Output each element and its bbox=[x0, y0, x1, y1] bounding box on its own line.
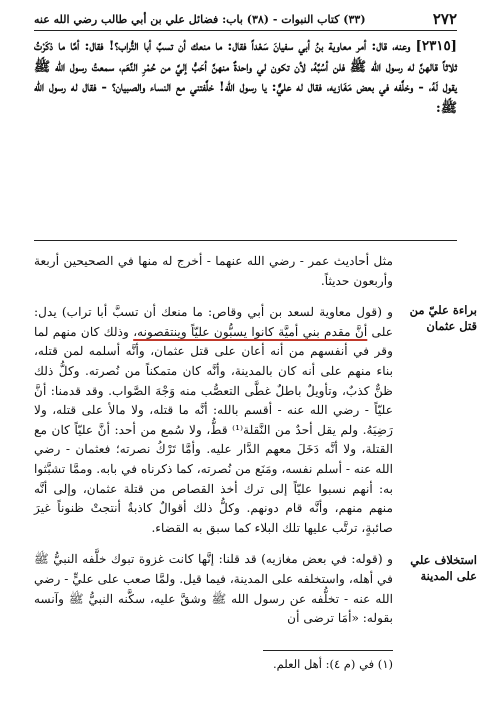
hadith-text bbox=[34, 36, 457, 118]
footnote: (١) في (م ٤): أهل العلم. bbox=[272, 657, 393, 671]
running-title: (٣٣) كتاب النبوات - (٣٨) باب: فضائل علي بن أبي طالب رضي الله عنه bbox=[34, 12, 366, 26]
header-rule bbox=[34, 30, 457, 31]
underlined-text: أنَّ مقدم بني أميَّة كانوا يسبُّون عليّاً وينتقصونه، bbox=[133, 324, 368, 339]
commentary-text: وذلك كان منهم لما وقر في أنفسهم من أنه أعان على قتل عثمان، وأنَّه أسلمه لمن قتله، بناء منهم على أنه كان بالمدينة، وأنَّه كان متمكناً من نُصرته. وكلُّ ذلك ظنٌّ كذبٌ، وتأويلٌ باطلٌ غطَّى التعصُّب منه وَجْهَ الصَّواب. وقد قدمنا: أنَّ عليّاً - رضي الله عنه - أقسم بالله: أنَّه ما قتله، ولا مالأ على قتله، ولا رَضِيَهُ. ولم يقل أحدٌ من النَّقلة⁽¹⁾ قطُّ، ولا سُمع من أحد: أنَّ عليّاً كان مع القتلة، ولا أنَّه دَخَلَ معهم الدَّار عليه. وأمَّا تَرْكُ نصرته؛ فعثمان - رضي الله عنه - أسلم نفسه، ومَنَع من نُصرته، كما ذكرناه في بابه. وممَّا تشبَّثوا به: أنهم نسبوا عليّاً إلى ترك أخذ القصاص من قتلة عثمان، وإلى أنَّه منهم منهم، وأنَّه قام دونهم. وكلُّ ذلك أقوالٌ كاذبةٌ أنتجتْ ظنوناً غيرَ صائبةٍ، ترتَّب عليها تلك البلاء كما سبق به القضاء. bbox=[34, 324, 393, 535]
side-note-ali-innocence: براءة عليّ من قتل عثمان bbox=[409, 303, 477, 333]
commentary-paragraph-1 bbox=[34, 303, 393, 538]
commentary-paragraph-2: و (قوله: في بعض مغازيه) قد قلنا: إنَّها كانت غزوة تبوك خلَّفه النبيُّ ﷺ في أهله، واستخلفه على المدينة، فيما قيل. ولمَّا صعب على عليٍّ - رضي الله عنه - تخلُّفه عن رسول الله ﷺ وشقَّ عليه، سكَّنه النبيُّ ﷺ وآنسه بقوله: «أمَا ترضى أن bbox=[34, 552, 393, 626]
hadith-separator bbox=[34, 240, 457, 241]
footnote-rule bbox=[263, 650, 393, 651]
commentary-text: و (قول معاوية لسعد بن أبي وقاص: ما منعك أن تسبَّ أبا تراب) يدل: على bbox=[34, 305, 393, 339]
page-number: ٢٧٢ bbox=[432, 10, 457, 28]
page-header bbox=[34, 8, 457, 30]
commentary bbox=[34, 252, 393, 629]
side-note-ali-deputy: استخلاف علي على المدينة bbox=[410, 553, 477, 583]
commentary-intro: مثل أحاديث عمر - رضي الله عنهما - أخرج له منها في الصحيحين أربعة وأربعون حديثاً. bbox=[34, 254, 393, 288]
hadith-paragraph: [٢٣١٥] وعنه، قال: أمر معاوية بنُ أبي سفيانَ سَعْداً فقال: ما منعك أن تسبَّ أبا التُّراب؟! فقال: أمَّا ما ذكَرْتُ ثلاثاً قالهنَّ له رسول الله ﷺ فلن أسُبَّهُ، لأن تكون لي واحدةٌ منهنَّ أحَبُّ إليَّ من حُمْرِ النَّعَم، سمعتُ رسول الله ﷺ يقول لَهُ، - وخلَّفه في بعض مَغَازيه، فقال له عليٌّ: يا رسول الله! خلَّفتني مع النساء والصبيان؟ - فقال له رسول الله ﷺ: bbox=[34, 38, 457, 116]
